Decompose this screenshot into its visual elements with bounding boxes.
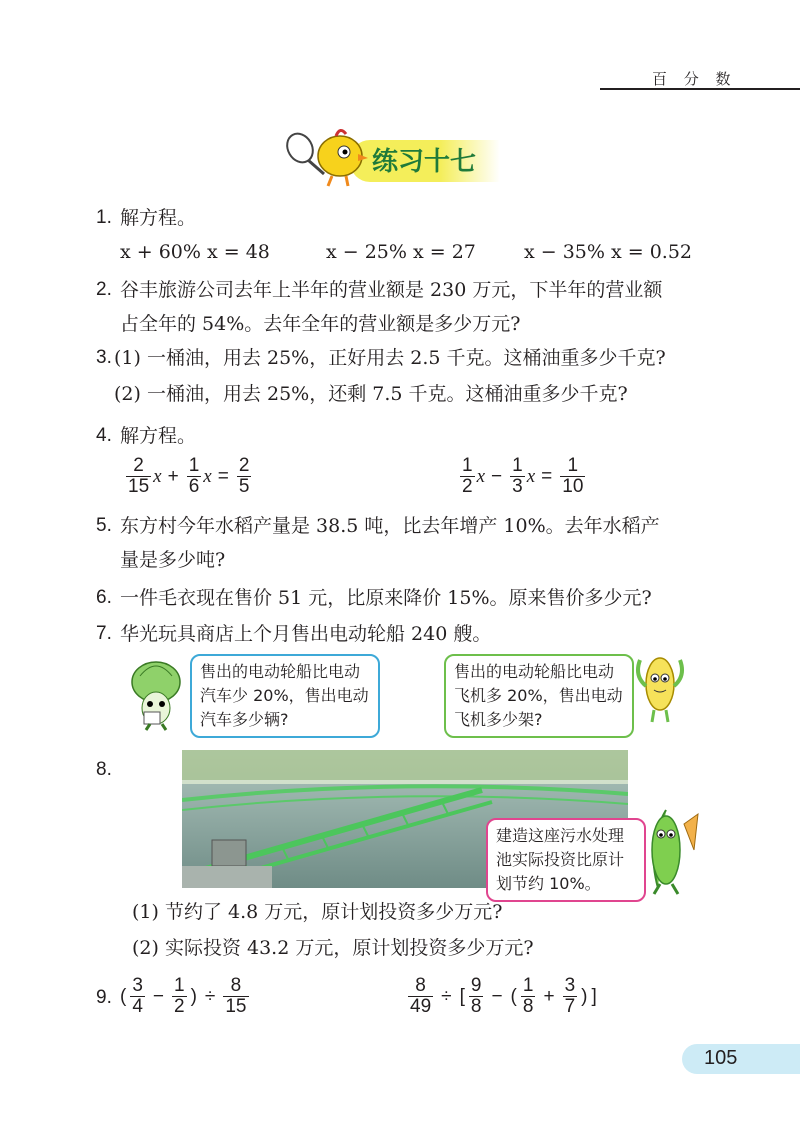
question-number: 8. — [96, 759, 112, 780]
fraction-expression-a: ( $\frac{3}{4}$ − $\frac{1}{2}$ ) ÷ $\frac{8}{15}$ — [120, 975, 247, 1017]
speech-bubble-left: 售出的电动轮船比电动汽车少 20%，售出电动汽车多少辆? — [190, 654, 380, 738]
question-number: 5. — [96, 515, 112, 536]
question-text: 谷丰旅游公司去年上半年的营业额是 230 万元，下半年的营业额 — [120, 279, 663, 301]
speech-bubble-photo: 建造这座污水处理池实际投资比原计划节约 10%。 — [486, 818, 646, 902]
question-number: 3. — [96, 347, 112, 368]
question-number: 4. — [96, 425, 112, 446]
question-text: 占全年的 54%。去年全年的营业额是多少万元? — [120, 313, 521, 335]
question-number: 2. — [96, 279, 112, 300]
section-header: 百 分 数 — [652, 70, 737, 88]
question-number: 1. — [96, 207, 112, 228]
cabbage-character-icon — [120, 656, 190, 732]
page-number: 105 — [704, 1047, 738, 1069]
question-number: 7. — [96, 623, 112, 644]
equation: x + 60% x = 48 — [120, 241, 270, 263]
question-text: 解方程。 — [120, 207, 197, 229]
pea-pod-character-icon — [636, 804, 706, 896]
corn-character-icon — [630, 646, 690, 726]
question-text: 解方程。 — [120, 425, 197, 447]
question-text: 量是多少吨? — [120, 549, 226, 571]
question-text: 东方村今年水稻产量是 38.5 吨，比去年增产 10%。去年水稻产 — [120, 515, 660, 537]
chick-tennis-icon — [282, 118, 372, 190]
equation: x − 25% x = 27 — [326, 241, 476, 263]
fraction-equation-a: $\frac{2}{15}$ x + $\frac{1}{6}$ x = $\frac{2}{5}$ — [128, 455, 250, 497]
sub-question: (2) 实际投资 43.2 万元，原计划投资多少万元? — [132, 937, 534, 959]
equation: x − 35% x = 0.52 — [524, 241, 693, 263]
header-rule — [600, 88, 800, 90]
question-number: 6. — [96, 587, 112, 608]
speech-bubble-right: 售出的电动轮船比电动飞机多 20%，售出电动飞机多少架? — [444, 654, 634, 738]
sub-question: (1) 节约了 4.8 万元，原计划投资多少万元? — [132, 901, 503, 923]
page-number-tab — [682, 1044, 800, 1074]
fraction-equation-b: $\frac{1}{2}$ x − $\frac{1}{3}$ x = $\frac{1}{10}$ — [462, 455, 584, 497]
page-title: 练习十七 — [372, 147, 477, 177]
question-text: 华光玩具商店上个月售出电动轮船 240 艘。 — [120, 623, 492, 645]
sub-question: (1) 一桶油，用去 25%，正好用去 2.5 千克。这桶油重多少千克? — [114, 347, 666, 369]
question-number: 9. — [96, 987, 112, 1008]
question-text: 一件毛衣现在售价 51 元，比原来降价 15%。原来售价多少元? — [120, 587, 652, 609]
sub-question: (2) 一桶油，用去 25%，还剩 7.5 千克。这桶油重多少千克? — [114, 383, 628, 405]
fraction-expression-b: $\frac{8}{49}$ ÷ [ $\frac{9}{8}$ − ( $\frac{1}{8}$ + $\frac{3}{7}$ ) ] — [410, 975, 597, 1017]
